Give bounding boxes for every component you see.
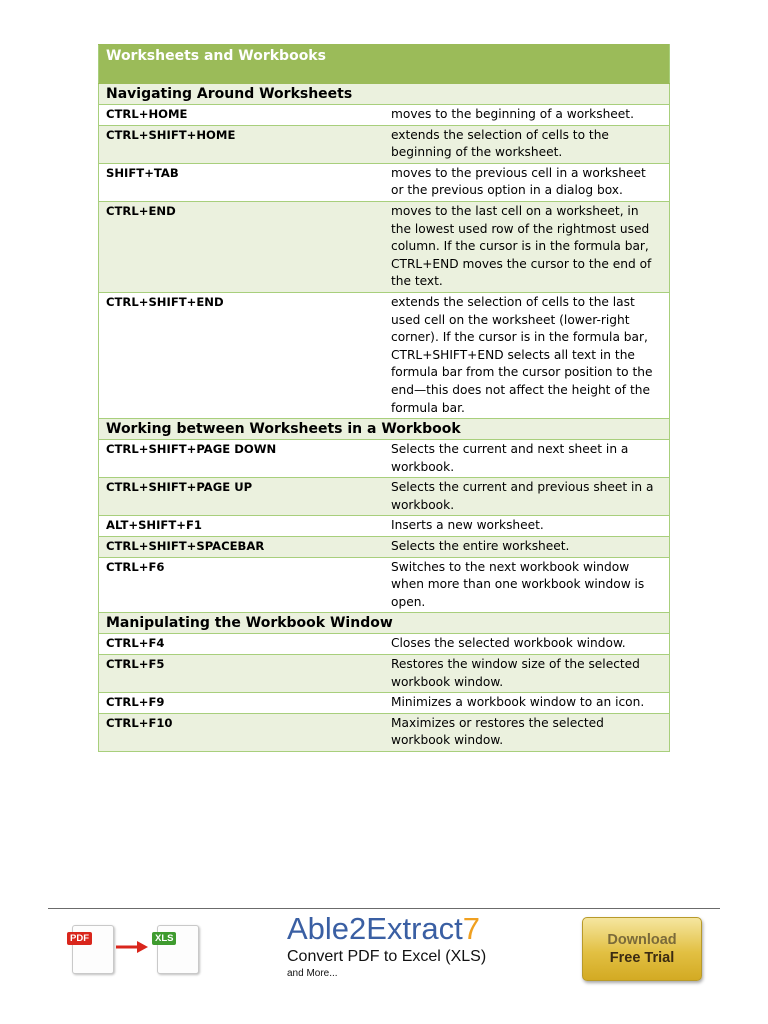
brand-version: 7 — [462, 911, 481, 946]
shortcut-description: Switches to the next workbook window when more than one workbook window is open. — [384, 557, 670, 613]
section-header-row — [99, 613, 670, 634]
shortcut-row — [99, 125, 670, 163]
download-label: Download — [607, 932, 677, 948]
shortcut-key: CTRL+END — [99, 201, 385, 292]
shortcut-key: CTRL+F6 — [99, 557, 385, 613]
shortcut-description: Selects the current and previous sheet in a workbook. — [384, 478, 670, 516]
section-header-row — [99, 84, 670, 105]
shortcut-key: CTRL+F10 — [99, 713, 385, 751]
shortcut-key: CTRL+SHIFT+HOME — [99, 125, 385, 163]
shortcut-description: moves to the last cell on a worksheet, in the lowest used row of the rightmost used column. If the cursor is in the formula bar, CTRL+END moves the cursor to the end of the text. — [384, 201, 670, 292]
shortcut-row — [99, 201, 670, 292]
shortcut-key: ALT+SHIFT+F1 — [99, 516, 385, 537]
pdf-badge: PDF — [67, 932, 92, 945]
download-free-trial-button[interactable] — [582, 917, 702, 981]
shortcut-description: moves to the beginning of a worksheet. — [384, 105, 670, 126]
shortcut-table-body — [99, 45, 670, 752]
shortcut-description: Restores the window size of the selected workbook window. — [384, 655, 670, 693]
shortcut-key: CTRL+SHIFT+PAGE UP — [99, 478, 385, 516]
shortcut-row — [99, 693, 670, 714]
shortcut-description: Maximizes or restores the selected workbook window. — [384, 713, 670, 751]
shortcut-key: CTRL+SHIFT+SPACEBAR — [99, 537, 385, 558]
shortcut-row — [99, 713, 670, 751]
shortcut-key: CTRL+F4 — [99, 634, 385, 655]
shortcut-description: extends the selection of cells to the last used cell on the worksheet (lower-right corner). If the cursor is in the formula bar, CTRL+SHIFT+END selects all text in the formula bar from the cursor position to the end—this does not affect the height of the formula bar. — [384, 292, 670, 418]
free-trial-label: Free Trial — [609, 950, 675, 966]
brand-tagline: Convert PDF to Excel (XLS) — [287, 948, 487, 965]
shortcut-row — [99, 516, 670, 537]
table-title-row — [99, 45, 670, 84]
shortcut-row — [99, 537, 670, 558]
shortcut-description: extends the selection of cells to the beginning of the worksheet. — [384, 125, 670, 163]
shortcut-description: moves to the previous cell in a worksheet or the previous option in a dialog box. — [384, 163, 670, 201]
section-header-row — [99, 419, 670, 440]
arrow-right-icon — [116, 941, 148, 953]
shortcut-row — [99, 655, 670, 693]
shortcut-row — [99, 105, 670, 126]
shortcut-key: SHIFT+TAB — [99, 163, 385, 201]
shortcut-description: Inserts a new worksheet. — [384, 516, 670, 537]
shortcut-key: CTRL+F5 — [99, 655, 385, 693]
shortcut-row — [99, 163, 670, 201]
brand-name: Able2Extract — [287, 911, 463, 946]
shortcut-table — [98, 44, 670, 752]
brand-more-text: and More... — [287, 968, 338, 979]
shortcut-key: CTRL+SHIFT+END — [99, 292, 385, 418]
shortcut-row — [99, 292, 670, 418]
shortcut-description: Selects the current and next sheet in a workbook. — [384, 440, 670, 478]
xls-badge: XLS — [152, 932, 176, 945]
shortcut-key: CTRL+SHIFT+PAGE DOWN — [99, 440, 385, 478]
shortcut-row — [99, 557, 670, 613]
table-title: Worksheets and Workbooks — [99, 45, 670, 84]
shortcut-description: Minimizes a workbook window to an icon. — [384, 693, 670, 714]
shortcut-key: CTRL+HOME — [99, 105, 385, 126]
brand-logo-text[interactable] — [287, 911, 480, 947]
section-heading: Navigating Around Worksheets — [99, 84, 670, 105]
section-heading: Working between Worksheets in a Workbook — [99, 419, 670, 440]
footer-divider — [48, 908, 720, 909]
shortcut-description: Closes the selected workbook window. — [384, 634, 670, 655]
shortcut-row — [99, 478, 670, 516]
shortcut-key: CTRL+F9 — [99, 693, 385, 714]
shortcut-row — [99, 440, 670, 478]
shortcut-row — [99, 634, 670, 655]
section-heading: Manipulating the Workbook Window — [99, 613, 670, 634]
shortcut-description: Selects the entire worksheet. — [384, 537, 670, 558]
